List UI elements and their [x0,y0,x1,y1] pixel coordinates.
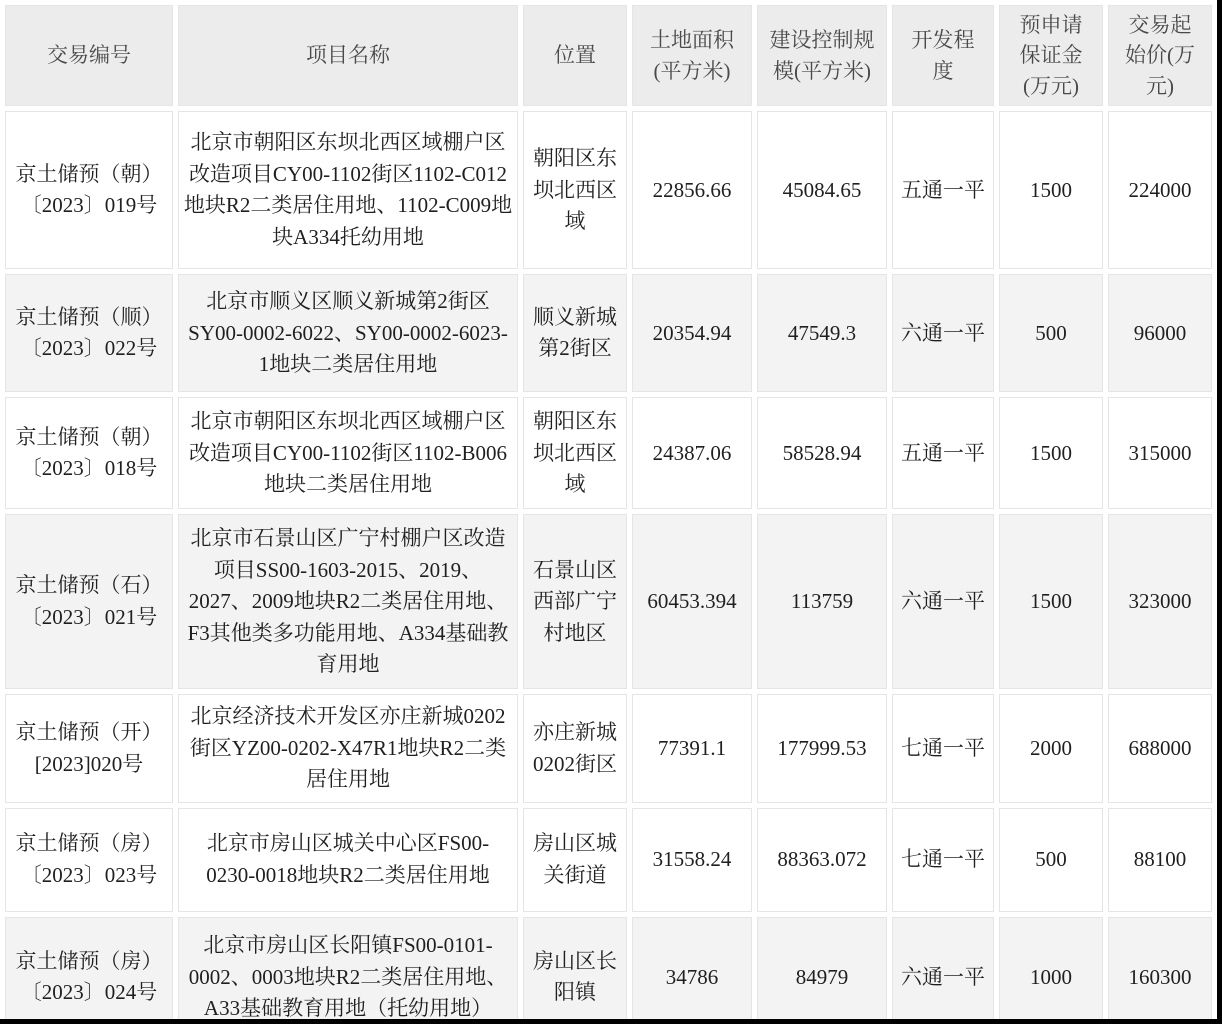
cell-start_price: 224000 [1108,111,1212,269]
cell-id: 京土储预（朝）〔2023〕019号 [5,111,173,269]
cell-area: 34786 [632,917,752,1024]
cell-start_price: 315000 [1108,397,1212,509]
cell-deposit: 1000 [999,917,1103,1024]
cell-name: 北京市房山区城关中心区FS00-0230-0018地块R2二类居住用地 [178,808,518,912]
table-header-row [5,5,1212,106]
column-header-location: 位置 [523,5,627,106]
cell-deposit: 1500 [999,397,1103,509]
table-row [5,514,1212,689]
cell-development: 六通一平 [892,514,994,689]
cell-name: 北京市朝阳区东坝北西区域棚户区改造项目CY00-1102街区1102-C012地块R2二类居住用地、1102-C009地块A334托幼用地 [178,111,518,269]
cell-deposit: 500 [999,274,1103,392]
cell-location: 房山区城关街道 [523,808,627,912]
cell-area: 31558.24 [632,808,752,912]
cell-id: 京土储预（房）〔2023〕024号 [5,917,173,1024]
cell-name: 北京市房山区长阳镇FS00-0101-0002、0003地块R2二类居住用地、A33基础教育用地（托幼用地） [178,917,518,1024]
cell-location: 石景山区西部广宁村地区 [523,514,627,689]
table-row [5,808,1212,912]
cell-development: 六通一平 [892,917,994,1024]
column-header-area: 土地面积(平方米) [632,5,752,106]
cell-scale: 177999.53 [757,694,887,803]
table-body [5,111,1212,1024]
cell-area: 22856.66 [632,111,752,269]
cell-location: 房山区长阳镇 [523,917,627,1024]
cell-development: 六通一平 [892,274,994,392]
cell-scale: 47549.3 [757,274,887,392]
table-row [5,694,1212,803]
cell-deposit: 500 [999,808,1103,912]
cell-name: 北京市石景山区广宁村棚户区改造项目SS00-1603-2015、2019、2027、2009地块R2二类居住用地、F3其他类多功能用地、A334基础教育用地 [178,514,518,689]
column-header-scale: 建设控制规模(平方米) [757,5,887,106]
cell-id: 京土储预（开）[2023]020号 [5,694,173,803]
table-row [5,397,1212,509]
cell-location: 亦庄新城0202街区 [523,694,627,803]
column-header-name: 项目名称 [178,5,518,106]
cell-scale: 58528.94 [757,397,887,509]
cell-area: 24387.06 [632,397,752,509]
cell-id: 京土储预（石）〔2023〕021号 [5,514,173,689]
cell-name: 北京经济技术开发区亦庄新城0202街区YZ00-0202-X47R1地块R2二类居住用地 [178,694,518,803]
cell-name: 北京市顺义区顺义新城第2街区SY00-0002-6022、SY00-0002-6023-1地块二类居住用地 [178,274,518,392]
cell-deposit: 2000 [999,694,1103,803]
cell-scale: 84979 [757,917,887,1024]
column-header-start_price: 交易起始价(万元) [1108,5,1212,106]
cell-start_price: 96000 [1108,274,1212,392]
table-header [5,5,1212,106]
cell-deposit: 1500 [999,514,1103,689]
cell-area: 20354.94 [632,274,752,392]
cell-name: 北京市朝阳区东坝北西区域棚户区改造项目CY00-1102街区1102-B006地块二类居住用地 [178,397,518,509]
cell-area: 60453.394 [632,514,752,689]
cell-scale: 88363.072 [757,808,887,912]
cell-location: 朝阳区东坝北西区域 [523,397,627,509]
cell-development: 七通一平 [892,694,994,803]
table-row [5,111,1212,269]
cell-start_price: 323000 [1108,514,1212,689]
cell-development: 五通一平 [892,111,994,269]
cell-location: 顺义新城第2街区 [523,274,627,392]
cell-deposit: 1500 [999,111,1103,269]
column-header-id: 交易编号 [5,5,173,106]
column-header-deposit: 预申请保证金(万元) [999,5,1103,106]
cell-scale: 45084.65 [757,111,887,269]
cell-id: 京土储预（朝）〔2023〕018号 [5,397,173,509]
cell-id: 京土储预（顺）〔2023〕022号 [5,274,173,392]
cell-development: 七通一平 [892,808,994,912]
cell-id: 京土储预（房）〔2023〕023号 [5,808,173,912]
cell-start_price: 88100 [1108,808,1212,912]
column-header-development: 开发程度 [892,5,994,106]
cell-start_price: 688000 [1108,694,1212,803]
cell-area: 77391.1 [632,694,752,803]
cell-location: 朝阳区东坝北西区域 [523,111,627,269]
table-row [5,274,1212,392]
cell-start_price: 160300 [1108,917,1212,1024]
cell-scale: 113759 [757,514,887,689]
table-row [5,917,1212,1024]
cell-development: 五通一平 [892,397,994,509]
